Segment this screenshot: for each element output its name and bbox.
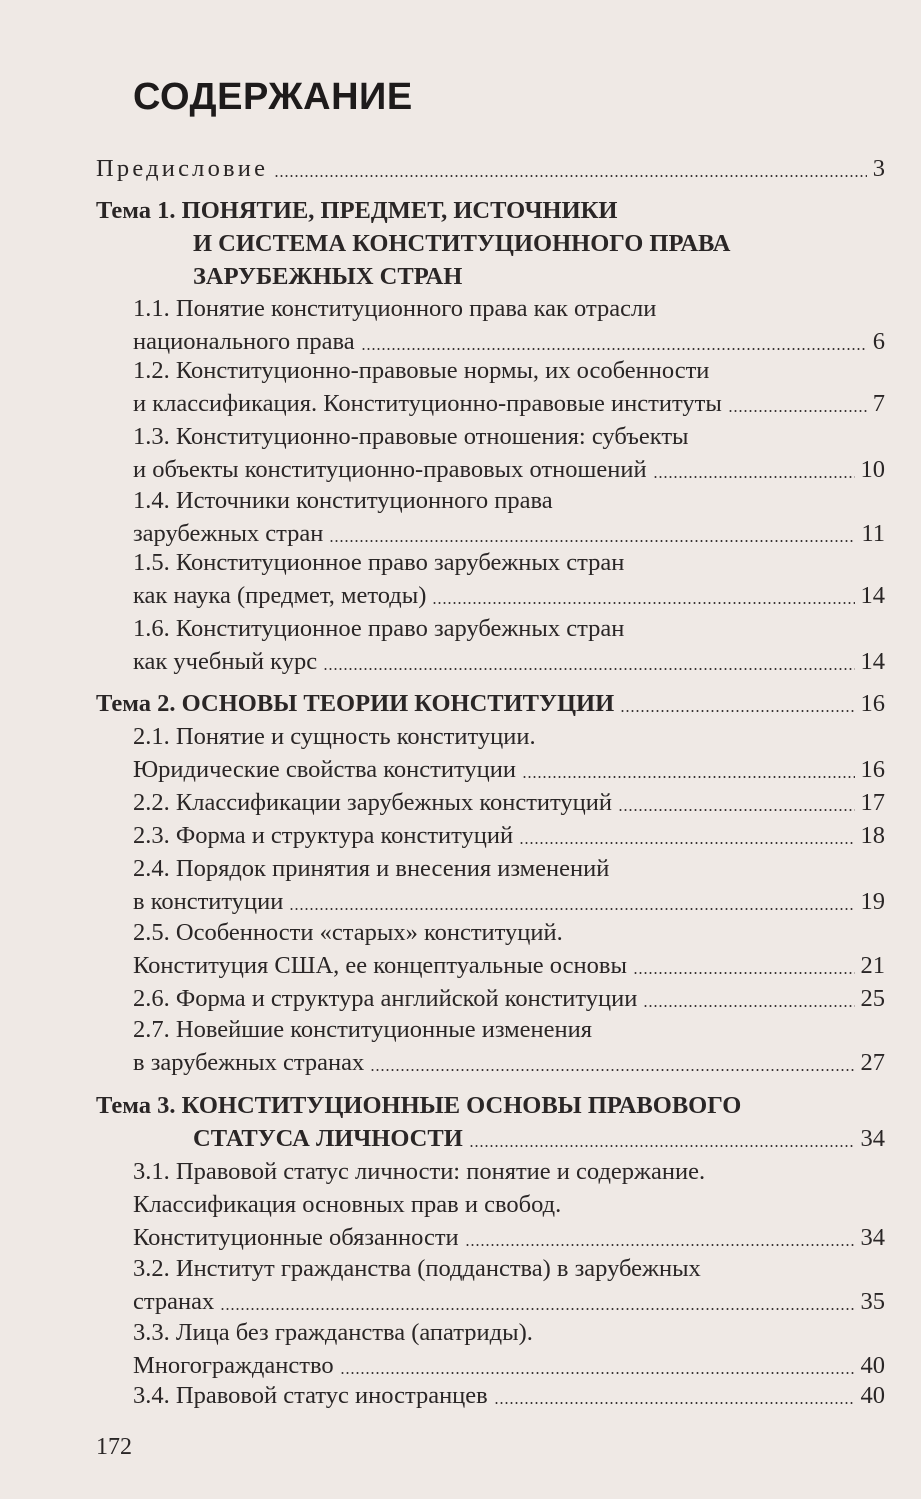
toc-page-number: 35 xyxy=(860,1288,885,1315)
toc-page-number: 40 xyxy=(860,1352,885,1379)
toc-entry-text: 1.6. Конституционное право зарубежных стран xyxy=(133,615,625,642)
toc-entry-text: 1.1. Понятие конституционного права как отрасли xyxy=(133,295,657,322)
toc-page-number: 10 xyxy=(860,456,885,483)
toc-entry-text: в зарубежных странах xyxy=(133,1049,365,1076)
toc-entry-text: Конституционные обязанности xyxy=(133,1224,459,1251)
toc-page-number: 27 xyxy=(860,1049,885,1076)
toc-entry xyxy=(0,721,921,753)
toc-entry-text: национального права xyxy=(133,328,355,355)
toc-entry xyxy=(0,754,921,786)
toc-entry-text: и объекты конституционно-правовых отношений xyxy=(133,456,647,483)
toc-entry-text: 2.6. Форма и структура английской конституции xyxy=(133,985,638,1012)
toc-entry-text: зарубежных стран xyxy=(133,520,324,547)
toc-entry xyxy=(0,853,921,885)
toc-entry xyxy=(0,261,921,293)
toc-entry-text: как наука (предмет, методы) xyxy=(133,582,427,609)
toc-page-number: 34 xyxy=(860,1125,885,1152)
toc-entry xyxy=(0,580,921,612)
dot-leader xyxy=(653,476,855,478)
dot-leader xyxy=(340,1372,855,1374)
dot-leader xyxy=(361,348,867,350)
toc-entry xyxy=(0,153,921,185)
toc-entry-text: 2.7. Новейшие конституционные изменения xyxy=(133,1016,593,1043)
toc-entry xyxy=(0,886,921,918)
toc-entry-text: 2.4. Порядок принятия и внесения изменений xyxy=(133,855,610,882)
toc-page-number: 19 xyxy=(860,888,885,915)
toc-entry xyxy=(0,518,921,550)
toc-entry xyxy=(0,485,921,517)
toc-entry xyxy=(0,1156,921,1188)
toc-entry xyxy=(0,787,921,819)
page-number: 172 xyxy=(96,1434,132,1460)
toc-page-number: 11 xyxy=(861,520,885,547)
dot-leader xyxy=(465,1244,855,1246)
dot-leader xyxy=(370,1069,854,1071)
toc-entry xyxy=(0,454,921,486)
toc-entry-text: Тема 1. ПОНЯТИЕ, ПРЕДМЕТ, ИСТОЧНИКИ xyxy=(96,197,618,224)
toc-entry-text: Классификация основных прав и свобод. xyxy=(133,1191,562,1218)
toc-entry xyxy=(0,983,921,1015)
toc-page-number: 14 xyxy=(860,582,885,609)
dot-leader xyxy=(220,1308,854,1310)
toc-entry-text: И СИСТЕМА КОНСТИТУЦИОННОГО ПРАВА xyxy=(193,230,731,257)
toc-entry xyxy=(0,1253,921,1285)
toc-entry xyxy=(0,646,921,678)
toc-entry-text: как учебный курс xyxy=(133,648,318,675)
toc-entry xyxy=(0,228,921,260)
dot-leader xyxy=(620,710,854,712)
dot-leader xyxy=(643,1005,854,1007)
dot-leader xyxy=(289,908,854,910)
toc-entry-text: 3.4. Правовой статус иностранцев xyxy=(133,1382,488,1409)
toc-entry-text: странах xyxy=(133,1288,215,1315)
dot-leader xyxy=(494,1402,855,1404)
toc-entry-text: 1.2. Конституционно-правовые нормы, их особенности xyxy=(133,357,710,384)
toc-entry-text: Конституция США, ее концептуальные основы xyxy=(133,952,627,979)
toc-entry-text: 2.1. Понятие и сущность конституции. xyxy=(133,723,536,750)
toc-page-number: 16 xyxy=(860,756,885,783)
toc-entry xyxy=(0,1047,921,1079)
toc-entry xyxy=(0,195,921,227)
toc-page-number: 18 xyxy=(860,822,885,849)
toc-page-number: 34 xyxy=(860,1224,885,1251)
dot-leader xyxy=(618,809,854,811)
toc-entry-text: Юридические свойства конституции xyxy=(133,756,516,783)
toc-page-number: 6 xyxy=(872,328,885,355)
toc-page-number: 17 xyxy=(860,789,885,816)
toc-page-number: 14 xyxy=(860,648,885,675)
toc-entry xyxy=(0,547,921,579)
toc-entry-text: Тема 3. КОНСТИТУЦИОННЫЕ ОСНОВЫ ПРАВОВОГО xyxy=(96,1092,742,1119)
toc-page-number: 7 xyxy=(872,390,885,417)
toc-entry-text: 1.5. Конституционное право зарубежных стран xyxy=(133,549,625,576)
dot-leader xyxy=(469,1145,855,1147)
toc-entry-text: 2.3. Форма и структура конституций xyxy=(133,822,514,849)
toc-entry-text: 1.4. Источники конституционного права xyxy=(133,487,553,514)
toc-entry xyxy=(0,1350,921,1382)
toc-entry xyxy=(0,1380,921,1412)
toc-entry xyxy=(0,950,921,982)
dot-leader xyxy=(522,776,855,778)
dot-leader xyxy=(432,602,854,604)
toc-entry xyxy=(0,1123,921,1155)
toc-entry-text: Предисловие xyxy=(96,155,269,182)
toc-entry xyxy=(0,917,921,949)
toc-entry xyxy=(0,820,921,852)
toc-entry xyxy=(0,1014,921,1046)
toc-entry xyxy=(0,613,921,645)
toc-page-number: 21 xyxy=(860,952,885,979)
toc-entry-text: Тема 2. ОСНОВЫ ТЕОРИИ КОНСТИТУЦИИ xyxy=(96,690,615,717)
toc-page-number: 3 xyxy=(872,155,885,182)
dot-leader xyxy=(728,410,867,412)
toc-page-number: 40 xyxy=(860,1382,885,1409)
dot-leader xyxy=(274,175,867,177)
toc-entry xyxy=(0,1317,921,1349)
contents-heading: СОДЕРЖАНИЕ xyxy=(133,76,413,118)
toc-page-number: 25 xyxy=(860,985,885,1012)
toc-entry-text: СТАТУСА ЛИЧНОСТИ xyxy=(193,1125,463,1152)
toc-entry-text: 2.2. Классификации зарубежных конституций xyxy=(133,789,613,816)
dot-leader xyxy=(329,540,855,542)
toc-entry xyxy=(0,355,921,387)
toc-entry xyxy=(0,326,921,358)
dot-leader xyxy=(323,668,854,670)
toc-entry-text: 3.3. Лица без гражданства (апатриды). xyxy=(133,1319,533,1346)
toc-entry xyxy=(0,688,921,720)
toc-entry xyxy=(0,1189,921,1221)
toc-entry xyxy=(0,1090,921,1122)
toc-entry xyxy=(0,293,921,325)
toc-entry xyxy=(0,1286,921,1318)
toc-entry-text: Многогражданство xyxy=(133,1352,334,1379)
toc-entry-text: ЗАРУБЕЖНЫХ СТРАН xyxy=(193,263,463,290)
toc-entry xyxy=(0,1222,921,1254)
toc-entry-text: 3.2. Институт гражданства (подданства) в зарубежных xyxy=(133,1255,701,1282)
dot-leader xyxy=(633,972,855,974)
toc-entry-text: 1.3. Конституционно-правовые отношения: субъекты xyxy=(133,423,689,450)
toc-entry-text: в конституции xyxy=(133,888,284,915)
toc-entry-text: 3.1. Правовой статус личности: понятие и содержание. xyxy=(133,1158,706,1185)
dot-leader xyxy=(519,842,854,844)
toc-entry-text: 2.5. Особенности «старых» конституций. xyxy=(133,919,563,946)
toc-entry xyxy=(0,421,921,453)
toc-page-number: 16 xyxy=(860,690,885,717)
toc-entry xyxy=(0,388,921,420)
toc-entry-text: и классификация. Конституционно-правовые институты xyxy=(133,390,722,417)
